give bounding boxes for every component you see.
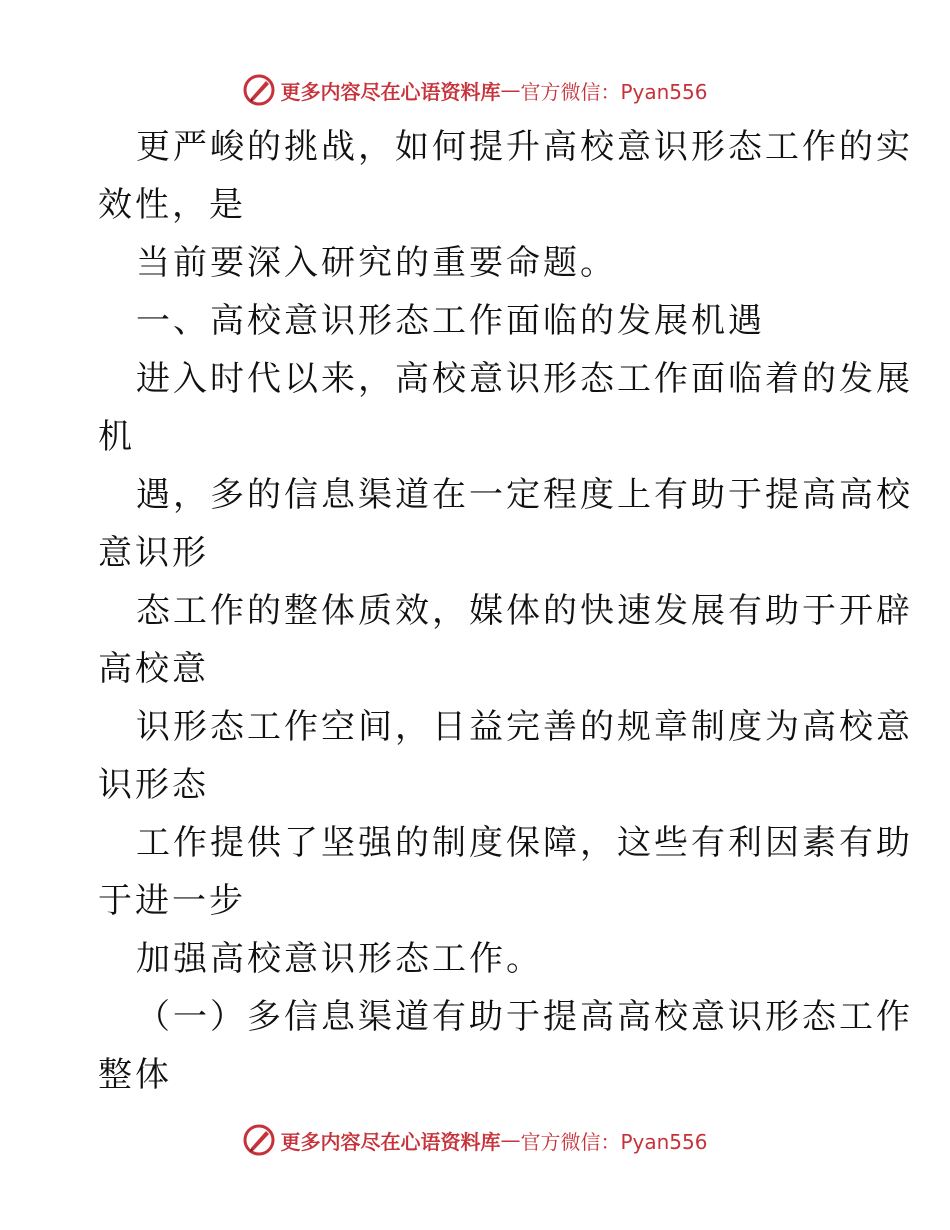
body-line: 机 (98, 417, 135, 457)
footer-separator: — (500, 1128, 521, 1152)
pen-in-circle-icon (242, 1123, 276, 1157)
header-contact: 官方微信：Pyan556 (520, 79, 708, 104)
header-banner (0, 70, 950, 110)
footer-contact: 官方微信：Pyan556 (520, 1129, 708, 1154)
body-line: 态工作的整体质效，媒体的快速发展有助于开辟 (136, 591, 913, 631)
subsection-heading: （一）多信息渠道有助于提高高校意识形态工作 (136, 997, 913, 1037)
header-brand: 更多内容尽在心语资料库 (280, 79, 501, 104)
body-line: 于进一步 (98, 881, 246, 921)
footer-banner (0, 1120, 950, 1160)
body-line: 遇，多的信息渠道在一定程度上有助于提高高校 (136, 475, 913, 515)
body-line: 识形态工作空间，日益完善的规章制度为高校意 (136, 707, 913, 747)
body-line: 更严峻的挑战，如何提升高校意识形态工作的实 (136, 127, 913, 167)
body-line: 当前要深入研究的重要命题。 (136, 243, 617, 283)
footer-brand: 更多内容尽在心语资料库 (280, 1129, 501, 1154)
body-line: 进入时代以来，高校意识形态工作面临着的发展 (136, 359, 913, 399)
body-line: 加强高校意识形态工作。 (136, 939, 543, 979)
body-line: 效性，是 (98, 185, 246, 225)
body-line: 整体 (98, 1055, 172, 1095)
section-heading: 一、高校意识形态工作面临的发展机遇 (136, 301, 765, 341)
body-line: 意识形 (98, 533, 209, 573)
document-body (98, 118, 913, 1104)
body-line: 工作提供了坚强的制度保障，这些有利因素有助 (136, 823, 913, 863)
header-separator: — (500, 78, 521, 102)
body-line: 识形态 (98, 765, 209, 805)
body-line: 高校意 (98, 649, 209, 689)
pen-in-circle-icon (242, 73, 276, 107)
